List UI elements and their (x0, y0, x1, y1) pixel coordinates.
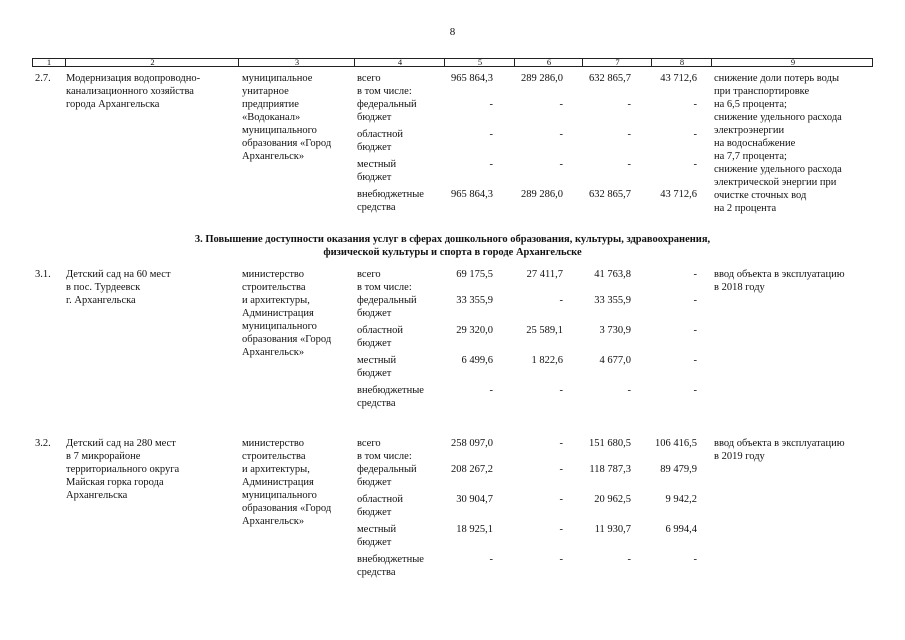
funding-source-line: внебюджетные (357, 189, 424, 200)
funding-source-line: бюджет (357, 172, 392, 183)
amount-cell: - (693, 554, 697, 565)
result-line: в 2018 году (714, 282, 765, 293)
result-line: снижение удельного расхода (714, 112, 842, 123)
amount-cell: 632 865,7 (589, 189, 631, 200)
executor-line: строительства (242, 282, 306, 293)
amount-cell: - (489, 159, 493, 170)
funding-source-line: бюджет (357, 477, 392, 488)
funding-source-line: всего (357, 73, 381, 84)
amount-cell: 89 479,9 (660, 464, 697, 475)
funding-source-line: бюджет (357, 308, 392, 319)
funding-source-line: средства (357, 567, 396, 578)
result-line: ввод объекта в эксплуатацию (714, 269, 845, 280)
amount-cell: - (489, 554, 493, 565)
funding-source-line: бюджет (357, 537, 392, 548)
measure-name-line: Архангельска (66, 490, 128, 501)
amount-cell: - (627, 99, 631, 110)
amount-cell: - (559, 554, 563, 565)
result-line: на водоснабжение (714, 138, 796, 149)
measure-name-line: г. Архангельска (66, 295, 136, 306)
funding-source-line: внебюджетные (357, 385, 424, 396)
funding-source-line: бюджет (357, 142, 392, 153)
amount-cell: 29 320,0 (456, 325, 493, 336)
executor-line: Администрация (242, 308, 314, 319)
executor-line: муниципального (242, 490, 317, 501)
amount-cell: - (627, 129, 631, 140)
row-number: 2.7. (35, 73, 51, 84)
amount-cell: 4 677,0 (599, 355, 631, 366)
amount-cell: - (559, 464, 563, 475)
funding-source-line: областной (357, 325, 403, 336)
executor-line: Архангельск» (242, 151, 305, 162)
result-line: снижение доли потерь воды (714, 73, 840, 84)
executor-line: муниципального (242, 125, 317, 136)
section-3-title-line-2: физической культуры и спорта в городе Архангельске (323, 247, 582, 258)
amount-cell: 965 864,3 (451, 73, 493, 84)
amount-cell: - (559, 99, 563, 110)
amount-cell: 11 930,7 (594, 524, 631, 535)
funding-source-line: в том числе: (357, 282, 412, 293)
amount-cell: - (559, 494, 563, 505)
page-number: 8 (449, 26, 456, 38)
row-number: 3.1. (35, 269, 51, 280)
table-header-row (32, 58, 873, 67)
executor-line: Архангельск» (242, 516, 305, 527)
executor-line: министерство (242, 438, 305, 449)
amount-cell: - (559, 524, 563, 535)
amount-cell: 25 589,1 (526, 325, 563, 336)
amount-cell: 118 787,3 (589, 464, 631, 475)
header-col-3: 3 (238, 58, 355, 67)
funding-source-line: всего (357, 438, 381, 449)
amount-cell: 1 822,6 (531, 355, 563, 366)
header-col-9: 9 (711, 58, 874, 67)
funding-source-line: бюджет (357, 338, 392, 349)
measure-name-line: города Архангельска (66, 99, 160, 110)
amount-cell: - (693, 129, 697, 140)
amount-cell: 69 175,5 (456, 269, 493, 280)
amount-cell: 33 355,9 (594, 295, 631, 306)
amount-cell: - (693, 269, 697, 280)
amount-cell: 27 411,7 (526, 269, 563, 280)
header-col-8: 8 (651, 58, 712, 67)
amount-cell: - (559, 159, 563, 170)
amount-cell: 965 864,3 (451, 189, 493, 200)
measure-name-line: в 7 микрорайоне (66, 451, 141, 462)
amount-cell: 43 712,6 (660, 189, 697, 200)
executor-line: и архитектуры, (242, 295, 310, 306)
amount-cell: - (693, 355, 697, 366)
amount-cell: 43 712,6 (660, 73, 697, 84)
amount-cell: 18 925,1 (456, 524, 493, 535)
amount-cell: 632 865,7 (589, 73, 631, 84)
executor-line: строительства (242, 451, 306, 462)
result-line: снижение удельного расхода (714, 164, 842, 175)
amount-cell: - (559, 385, 563, 396)
amount-cell: 30 904,7 (456, 494, 493, 505)
result-line: электрической энергии при (714, 177, 837, 188)
amount-cell: - (489, 129, 493, 140)
executor-line: «Водоканал» (242, 112, 301, 123)
funding-source-line: местный (357, 524, 397, 535)
funding-source-line: в том числе: (357, 86, 412, 97)
amount-cell: 258 097,0 (451, 438, 493, 449)
result-line: на 2 процента (714, 203, 777, 214)
amount-cell: 151 680,5 (589, 438, 631, 449)
amount-cell: - (627, 385, 631, 396)
executor-line: муниципальное (242, 73, 313, 84)
funding-source-line: всего (357, 269, 381, 280)
amount-cell: - (559, 295, 563, 306)
executor-line: Архангельск» (242, 347, 305, 358)
result-line: на 6,5 процента; (714, 99, 787, 110)
measure-name-line: Детский сад на 60 мест (66, 269, 171, 280)
amount-cell: 41 763,8 (594, 269, 631, 280)
amount-cell: 3 730,9 (599, 325, 631, 336)
measure-name-line: территориального округа (66, 464, 180, 475)
amount-cell: 9 942,2 (665, 494, 697, 505)
executor-line: образования «Город (242, 138, 332, 149)
header-col-1: 1 (46, 57, 52, 67)
funding-source-line: бюджет (357, 507, 392, 518)
result-line: на 7,7 процента; (714, 151, 787, 162)
amount-cell: - (559, 438, 563, 449)
amount-cell: - (693, 99, 697, 110)
amount-cell: 289 286,0 (521, 189, 563, 200)
funding-source-line: в том числе: (357, 451, 412, 462)
amount-cell: - (693, 295, 697, 306)
funding-source-line: областной (357, 129, 403, 140)
amount-cell: 106 416,5 (655, 438, 697, 449)
header-col-4: 4 (354, 58, 445, 67)
measure-name-line: Модернизация водопроводно- (66, 73, 201, 84)
funding-source-line: федеральный (357, 464, 417, 475)
funding-source-line: внебюджетные (357, 554, 424, 565)
header-col-6: 6 (514, 58, 583, 67)
header-col-5: 5 (444, 58, 515, 67)
measure-name-line: Детский сад на 280 мест (66, 438, 176, 449)
result-line: очистке сточных вод (714, 190, 807, 201)
executor-line: муниципального (242, 321, 317, 332)
measure-name-line: в пос. Турдеевск (66, 282, 141, 293)
header-col-2: 2 (65, 58, 239, 67)
amount-cell: 6 994,4 (665, 524, 697, 535)
funding-source-line: бюджет (357, 368, 392, 379)
amount-cell: - (489, 385, 493, 396)
executor-line: образования «Город (242, 334, 332, 345)
funding-source-line: областной (357, 494, 403, 505)
amount-cell: - (489, 99, 493, 110)
amount-cell: 289 286,0 (521, 73, 563, 84)
amount-cell: - (559, 129, 563, 140)
amount-cell: 33 355,9 (456, 295, 493, 306)
funding-source-line: средства (357, 398, 396, 409)
funding-source-line: местный (357, 159, 397, 170)
measure-name-line: канализационного хозяйства (66, 86, 194, 97)
amount-cell: - (627, 159, 631, 170)
section-3-title-line-1: 3. Повышение доступности оказания услуг в сферах дошкольного образования, культуры, здравоохранения, (194, 234, 711, 245)
funding-source-line: федеральный (357, 295, 417, 306)
funding-source-line: бюджет (357, 112, 392, 123)
funding-source-line: федеральный (357, 99, 417, 110)
amount-cell: 208 267,2 (451, 464, 493, 475)
executor-line: Администрация (242, 477, 314, 488)
result-line: электроэнергии (714, 125, 785, 136)
measure-name-line: Майская горка города (66, 477, 164, 488)
executor-line: и архитектуры, (242, 464, 310, 475)
result-line: при транспортировке (714, 86, 810, 97)
amount-cell: - (627, 554, 631, 565)
funding-source-line: местный (357, 355, 397, 366)
executor-line: унитарное (242, 86, 289, 97)
header-col-7: 7 (582, 58, 652, 67)
row-number: 3.2. (35, 438, 51, 449)
amount-cell: 20 962,5 (594, 494, 631, 505)
funding-source-line: средства (357, 202, 396, 213)
result-line: ввод объекта в эксплуатацию (714, 438, 845, 449)
executor-line: образования «Город (242, 503, 332, 514)
amount-cell: - (693, 385, 697, 396)
result-line: в 2019 году (714, 451, 765, 462)
amount-cell: - (693, 325, 697, 336)
executor-line: министерство (242, 269, 305, 280)
amount-cell: 6 499,6 (461, 355, 493, 366)
executor-line: предприятие (242, 99, 299, 110)
amount-cell: - (693, 159, 697, 170)
